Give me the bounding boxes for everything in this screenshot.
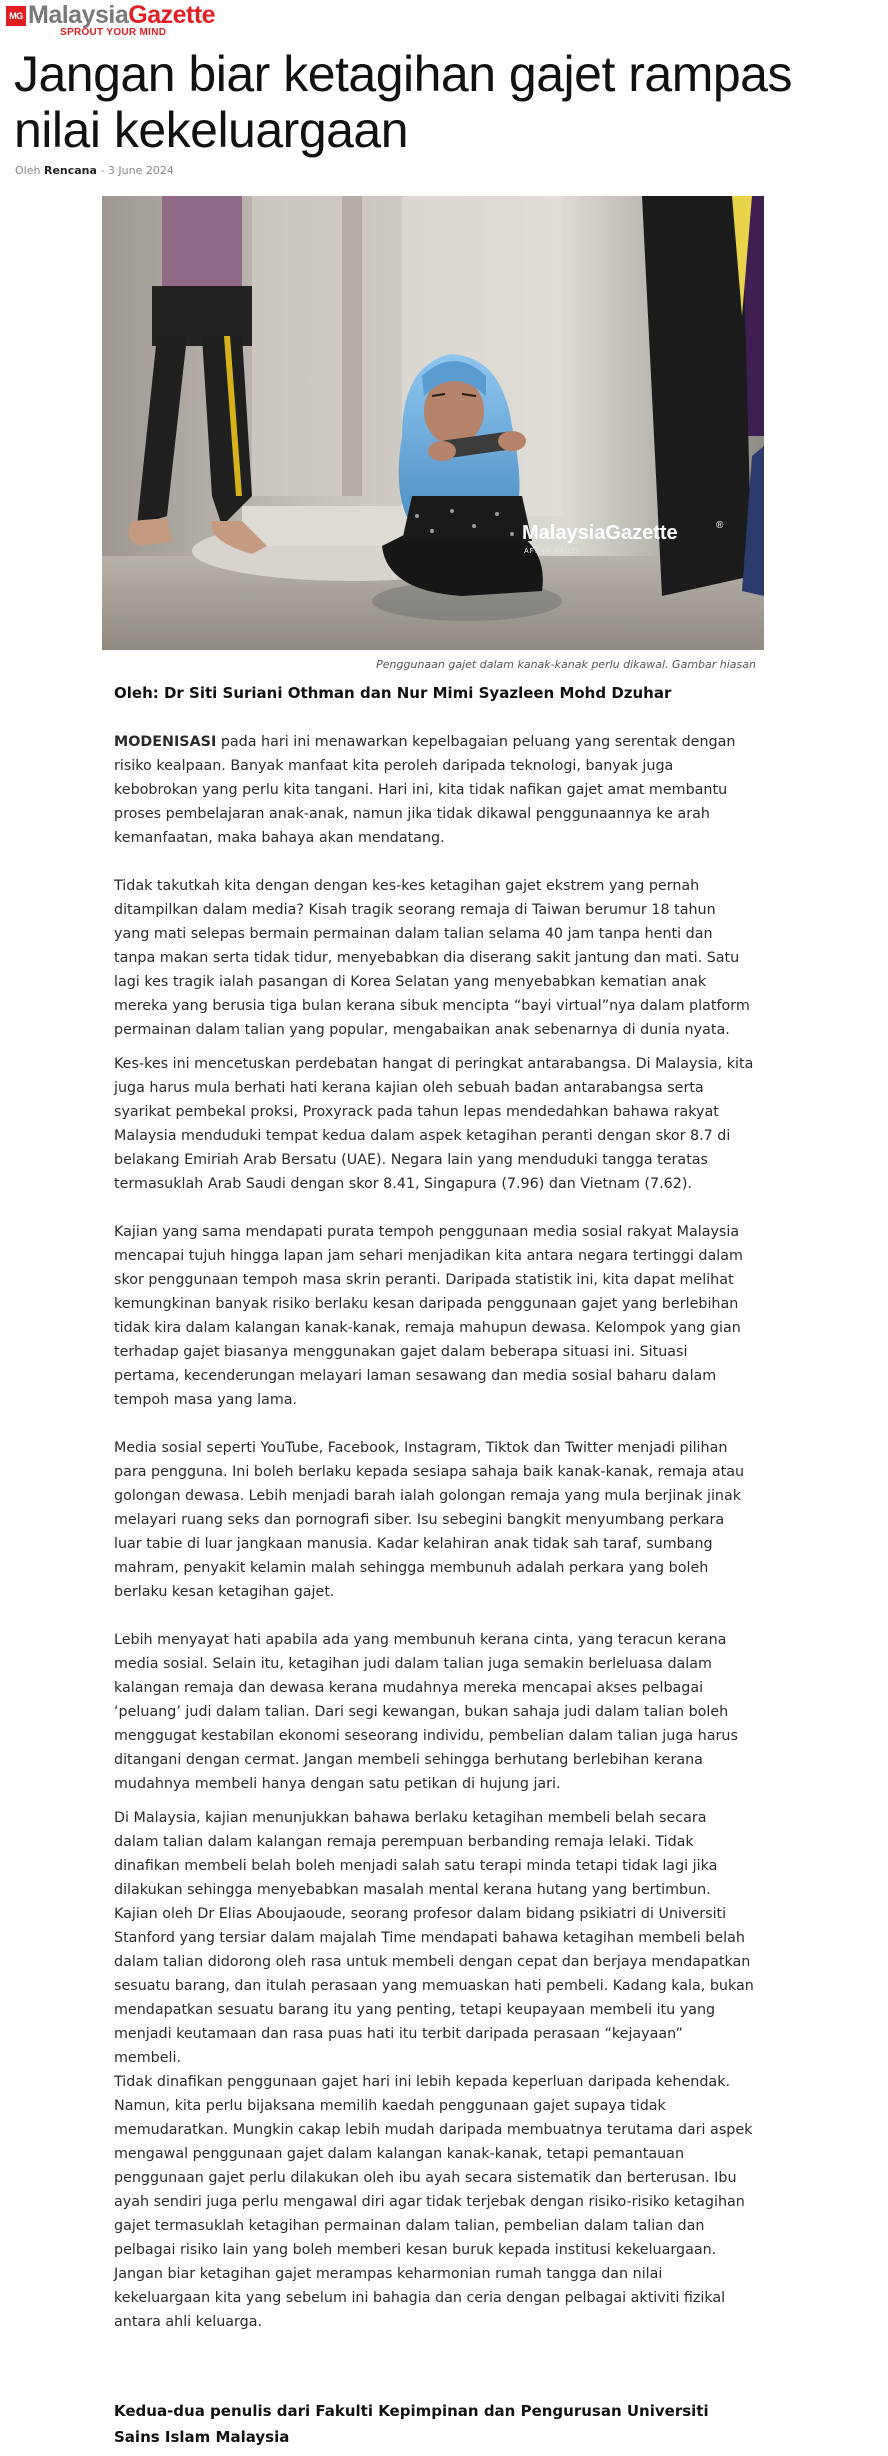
author-affiliation-note: Kedua-dua penulis dari Fakulti Kepimpinan dan Pengurusan Universiti Sains Islam Malaysia xyxy=(114,2402,709,2446)
image-caption: Penggunaan gajet dalam kanak-kanak perlu dikawal. Gambar hiasan xyxy=(376,658,756,671)
svg-text:AFFAN FAUZI: AFFAN FAUZI xyxy=(524,548,580,555)
logo-mark-icon: MG xyxy=(6,6,26,26)
body-paragraph-8: Tidak dinafikan penggunaan gajet hari ini lebih kepada keperluan daripada kehendak. Namun, kita perlu bijaksana memilih kaedah penggunaan gajet supaya tidak memudaratkan. Mungkin cakap lebih mudah daripada membuatnya terutama dari aspek mengawal penggunaan gajet dalam kalangan kanak-kanak, tetapi pemantauan penggunaan gajet perlu dilakukan oleh ibu ayah secara sistematik dan berterusan. Ibu ayah sendiri juga perlu mengawal diri agar tidak terjebak dengan risiko-risiko ketagihan gajet termasuklah ketagihan permainan dalam talian, pembelian dalam talian dan pelbagai risiko lain yang boleh memberi kesan buruk kepada institusi kekeluargaan. Jangan biar ketagihan gajet merampas keharmonian rumah tangga dan nilai kekeluargaan kita yang sebelum ini bahagia dan ceria dengan pelbagai aktiviti fizikal antara ahli keluarga. xyxy=(114,2074,753,2330)
logo-wordmark: MalaysiaGazette xyxy=(28,1,216,29)
body-paragraph-3: Kes-kes ini mencetuskan perdebatan hangat di peringkat antarabangsa. Di Malaysia, kita juga harus mula berhati hati kerana kajian oleh sebuah badan antarabangsa serta syarikat pembekal proksi, Proxyrack pada tahun lepas mendedahkan bahawa rakyat Malaysia menduduki tempat kedua dalam aspek ketagihan peranti dengan skor 8.7 di belakang Emiriah Arab Bersatu (UAE). Negara lain yang menduduki tangga teratas termasuklah Arab Saudi dengan skor 8.41, Singapura (7.96) dan Vietnam (7.62). xyxy=(114,1056,754,1192)
byline-author-link[interactable]: Rencana xyxy=(43,164,97,177)
article-title: Jangan biar ketagihan gajet rampas nilai kekeluargaan xyxy=(14,46,792,158)
hero-illustration xyxy=(102,196,764,650)
body-paragraph-5: Media sosial seperti YouTube, Facebook, Instagram, Tiktok dan Twitter menjadi pilihan para pengguna. Ini boleh berlaku kepada sesiapa sahaja baik kanak-kanak, remaja atau golongan dewasa. Lebih menjadi barah ialah golongan remaja yang mula berjinak jinak melayari ruang seks dan pornografi siber. Isu sebegini bangkit menyumbang perkara luar tabie di luar jangkaan manusia. Kadar kelahiran anak tidak sah taraf, sumbang mahram, penyakit kelamin malah sehingga membunuh adalah perkara yang boleh berlaku kesan ketagihan gajet. xyxy=(114,1440,745,1600)
svg-text:®: ® xyxy=(716,520,724,531)
byline-separator: - xyxy=(100,164,105,177)
byline-prefix: Oleh xyxy=(15,164,41,177)
article-hero-image xyxy=(102,196,764,650)
article-byline xyxy=(15,164,174,177)
body-paragraph-2: Tidak takutkah kita dengan dengan kes-kes ketagihan gajet ekstrem yang pernah ditampilkan dalam media? Kisah tragik seorang remaja di Taiwan berumur 18 tahun yang mati selepas bermain permainan dalam talian selama 40 jam tanpa henti dan tanpa makan serta tidak tidur, menyebabkan dia diserang sakit jantung dan mati. Satu lagi kes tragik ialah pasangan di Korea Selatan yang menyebabkan kematian anak mereka yang berusia tiga bulan kerana sibuk mencipta “bayi virtual”nya dalam platform permainan dalam talian yang popular, mengabaikan anak sebenarnya di dunia nyata. xyxy=(114,878,750,1038)
body-paragraph-4: Kajian yang sama mendapati purata tempoh penggunaan media sosial rakyat Malaysia mencapai tujuh hingga lapan jam sehari menjadikan kita antara negara tertinggi dalam skor penggunaan tempoh masa skrin peranti. Daripada statistik ini, kita dapat melihat kemungkinan banyak risiko berlaku kesan daripada penggunaan gajet yang berlebihan tidak kira dalam kalangan kanak-kanak, remaja mahupun dewasa. Kelompok yang gian terhadap gajet biasanya menggunakan gajet dalam beberapa situasi ini. Situasi pertama, kecenderungan melayari laman sesawang dan media sosial baharu dalam tempoh masa yang lama. xyxy=(114,1224,743,1408)
body-paragraph-6: Lebih menyayat hati apabila ada yang membunuh kerana cinta, yang teracun kerana media sosial. Selain itu, ketagihan judi dalam talian juga semakin berleluasa dalam kalangan remaja dan dewasa kerana mudahnya mereka mencapai akses pelbagai ‘peluang’ judi dalam talian. Dari segi kewangan, bukan sahaja judi dalam talian boleh menggugat kestabilan ekonomi seseorang individu, pembelian dalam talian juga harus ditangani dengan cermat. Jangan membeli sehingga berhutang berlebihan kerana mudahnya membeli hanya dengan satu petikan di hujung jari. xyxy=(114,1632,738,1792)
article-author-line: Oleh: Dr Siti Suriani Othman dan Nur Mimi Syazleen Mohd Dzuhar xyxy=(114,684,672,702)
byline-date: 3 June 2024 xyxy=(107,164,174,177)
site-logo[interactable] xyxy=(6,2,215,38)
lead-word: MODENISASI xyxy=(114,734,217,750)
logo-tagline: SPROUT YOUR MIND xyxy=(60,27,167,38)
body-paragraph-1: MODENISASI pada hari ini menawarkan kepelbagaian peluang yang serentak dengan risiko kealpaan. Banyak manfaat kita peroleh daripada teknologi, banyak juga kebobrokan yang perlu kita tangani. Hari ini, kita tidak nafikan gajet amat membantu proses pembelajaran anak-anak, namun jika tidak dikawal penggunaannya ke arah kemanfaatan, maka bahaya akan mendatang. xyxy=(114,734,736,846)
body-paragraph-7: Di Malaysia, kajian menunjukkan bahawa berlaku ketagihan membeli belah secara dalam talian dalam kalangan remaja perempuan berbanding remaja lelaki. Tidak dinafikan membeli belah boleh menjadi salah satu terapi minda tetapi tidak lagi jika dilakukan sehingga menyebabkan masalah mental kerana hutang yang bertimbun. Kajian oleh Dr Elias Aboujaoude, seorang profesor dalam bidang psikiatri di Universiti Stanford yang tersiar dalam majalah Time mendapati bahawa ketagihan membeli belah dalam talian didorong oleh rasa untuk membeli dengan cepat dan berjaya mendapatkan sesuatu barang, dan itulah perasaan yang memuaskan hati pembeli. Kadang kala, bukan mendapatkan sesuatu barang itu yang penting, tetapi keupayaan membeli itu yang menjadi keutamaan dan rasa puas hati itu terbit daripada perasaan “kejayaan” membeli. xyxy=(114,1810,754,2066)
svg-text:MalaysiaGazette: MalaysiaGazette xyxy=(522,522,678,544)
